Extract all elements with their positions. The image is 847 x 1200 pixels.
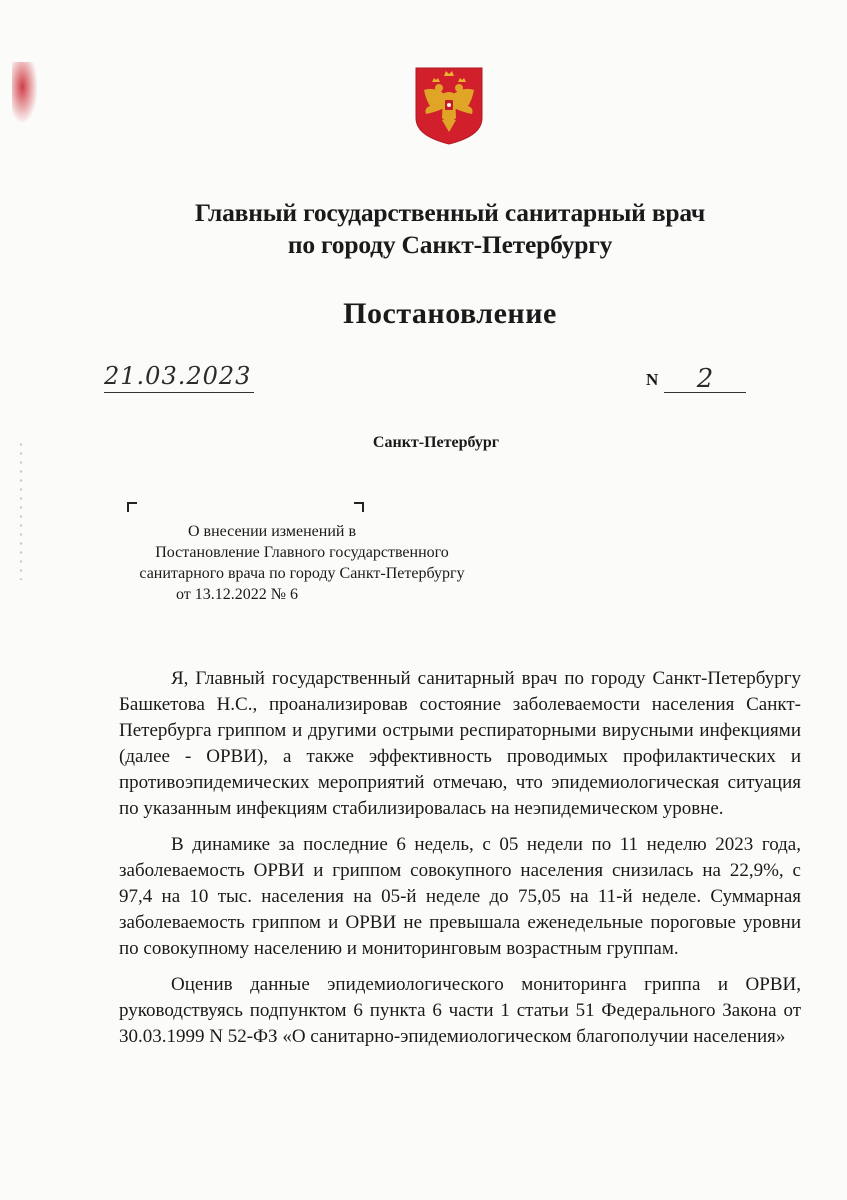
number-label: N (646, 370, 659, 389)
city-name: Санкт-Петербург (372, 434, 500, 451)
body-paragraph-2: В динамике за последние 6 недель, с 05 недели по 11 неделю 2023 года, заболеваемость ОРВИ и гриппом совокупного населения снизилась на 22,9%, с 97,4 на 10 тыс. населения на 05-й неделе до 75,05 на 11-й неделе. Суммарная заболеваемость гриппом и ОРВИ не превышала еженедельные пороговые уровни по совокупному населению и мониторинговым возрастным группам. (119, 834, 801, 959)
subject-line-4: от 13.12.2022 № 6 (176, 586, 299, 603)
authority-line-2: по городу Санкт-Петербургу (287, 230, 613, 259)
document-subject (112, 521, 492, 605)
subject-bracket-left (127, 502, 137, 512)
number-value: 2 (664, 366, 746, 393)
document-body (119, 666, 801, 1060)
punch-hole-marks (18, 440, 24, 580)
body-paragraph-3: Оценив данные эпидемиологического мониторинга гриппа и ОРВИ, руководствуясь подпунктом 6 пункта 6 части 1 статьи 51 Федерального Закона от 30.03.1999 N 52-ФЗ «О санитарно-эпидемиологическом благополучии населения» (119, 974, 801, 1047)
handwritten-date: 21.03.2023 (104, 362, 254, 393)
document-number (646, 366, 756, 396)
subject-line-2: Постановление Главного государственного (155, 544, 449, 561)
russian-coat-of-arms-icon (414, 66, 484, 146)
document-type-title: Постановление (343, 297, 557, 330)
subject-bracket-right (354, 502, 364, 512)
subject-line-1: О внесении изменений в (187, 523, 357, 540)
subject-line-3: санитарного врача по городу Санкт-Петербургу (139, 565, 465, 582)
body-paragraph-1: Я, Главный государственный санитарный врач по городу Санкт-Петербургу Башкетова Н.С., проанализировав состояние заболеваемости населения Санкт-Петербурга гриппом и другими острыми респираторными вирусными инфекциями (далее - ОРВИ), а также эффективность проводимых профилактических и противоэпидемических мероприятий отмечаю, что эпидемиологическая ситуация по указанным инфекциям стабилизировалась на неэпидемическом уровне. (119, 668, 801, 819)
issuing-authority (100, 197, 800, 261)
red-ink-mark (12, 62, 38, 124)
authority-line-1: Главный государственный санитарный врач (194, 198, 706, 227)
